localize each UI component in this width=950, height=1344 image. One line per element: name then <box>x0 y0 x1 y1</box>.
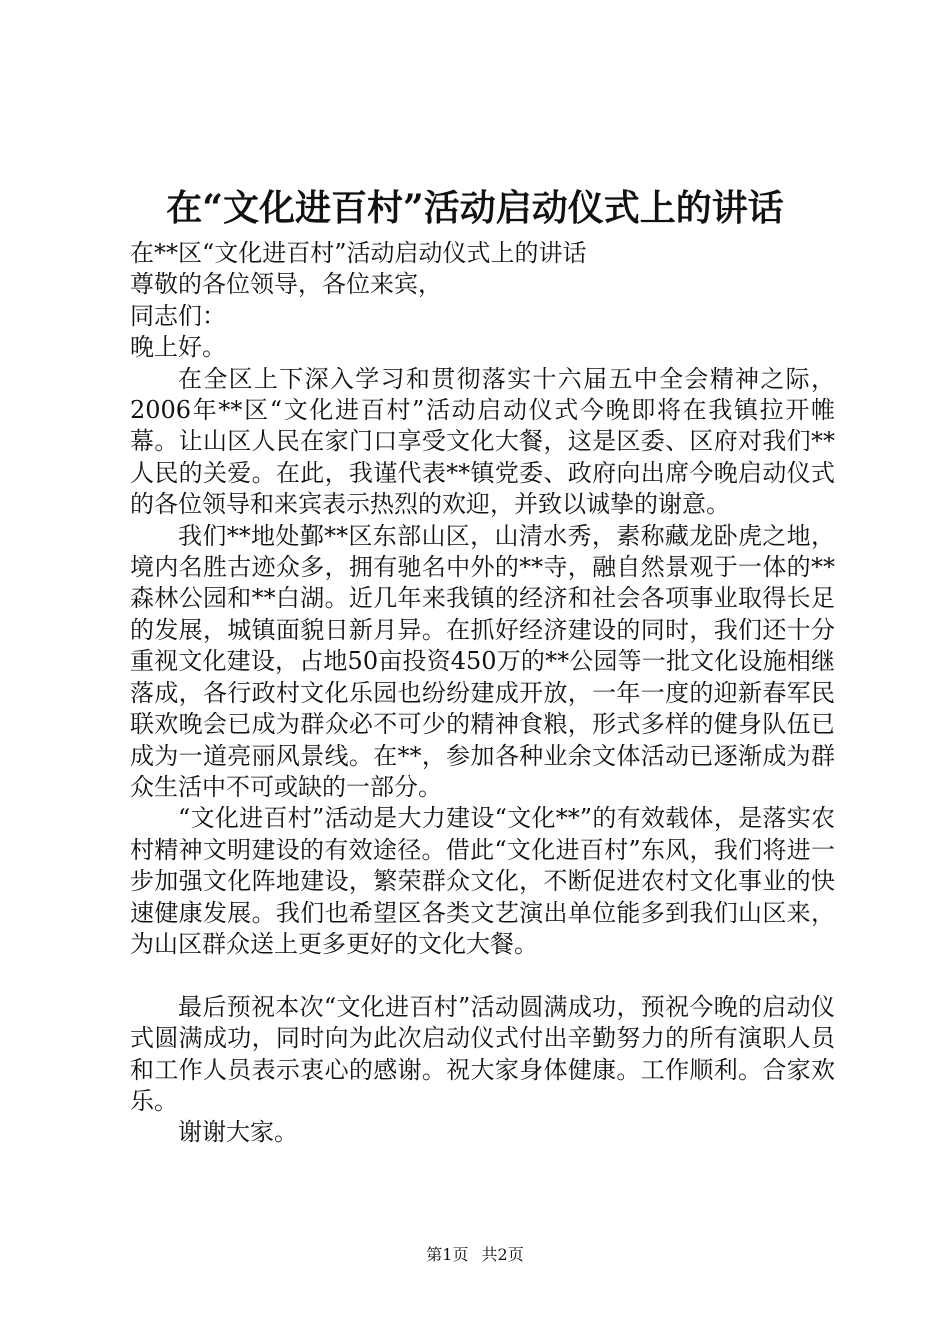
document-body <box>130 238 835 1149</box>
paragraph-spacer <box>130 960 835 991</box>
page-total: 共2页 <box>481 1245 524 1264</box>
page-footer <box>0 1244 950 1266</box>
page-number: 第1页 <box>426 1245 469 1264</box>
document-title: 在“文化进百村”活动启动仪式上的讲话 <box>166 187 784 229</box>
paragraph-opening: 在全区上下深入学习和贯彻落实十六届五中全会精神之际，2006年**区“文化进百村”活动启动仪式今晚即将在我镇拉开帷幕。让山区人民在家门口享受文化大餐，这是区委、区府对我们**人民的关爱。在此，我谨代表**镇党委、政府向出席今晚启动仪式的各位领导和来宾表示热烈的欢迎，并致以诚挚的谢意。 <box>130 364 835 519</box>
paragraph-salutation: 尊敬的各位领导，各位来宾， <box>130 270 442 299</box>
paragraph-activity: “文化进百村”活动是大力建设“文化**”的有效载体，是落实农村精神文明建设的有效途径。借此“文化进百村”东风，我们将进一步加强文化阵地建设，繁荣群众文化，不断促进农村文化事业的快速健康发展。我们也希望区各类文艺演出单位能多到我们山区来，为山区群众送上更多更好的文化大餐。 <box>130 804 835 958</box>
paragraph-introduction: 我们**地处鄞**区东部山区，山清水秀，素称藏龙卧虎之地，境内名胜古迹众多，拥有驰名中外的**寺，融自然景观于一体的**森林公园和**白湖。近几年来我镇的经济和社会各项事业取得长足的发展，城镇面貌日新月异。在抓好经济建设的同时，我们还十分重视文化建设，占地50亩投资450万的**公园等一批文化设施相继落成，各行政村文化乐园也纷纷建成开放，一年一度的迎新春军民联欢晚会已成为群众必不可少的精神食粮，形式多样的健身队伍已成为一道亮丽风景线。在**，参加各种业余文体活动已逐渐成为群众生活中不可或缺的一部分。 <box>130 521 835 801</box>
paragraph-closing-wishes: 最后预祝本次“文化进百村”活动圆满成功，预祝今晚的启动仪式圆满成功，同时向为此次启动仪式付出辛勤努力的所有演职人员和工作人员表示衷心的感谢。祝大家身体健康。工作顺利。合家欢乐。 <box>130 992 835 1115</box>
paragraph-thanks: 谢谢大家。 <box>178 1118 298 1147</box>
paragraph-subtitle: 在**区“文化进百村”活动启动仪式上的讲话 <box>130 239 587 267</box>
paragraph-comrades: 同志们： <box>130 301 226 330</box>
paragraph-greeting: 晚上好。 <box>130 333 226 362</box>
